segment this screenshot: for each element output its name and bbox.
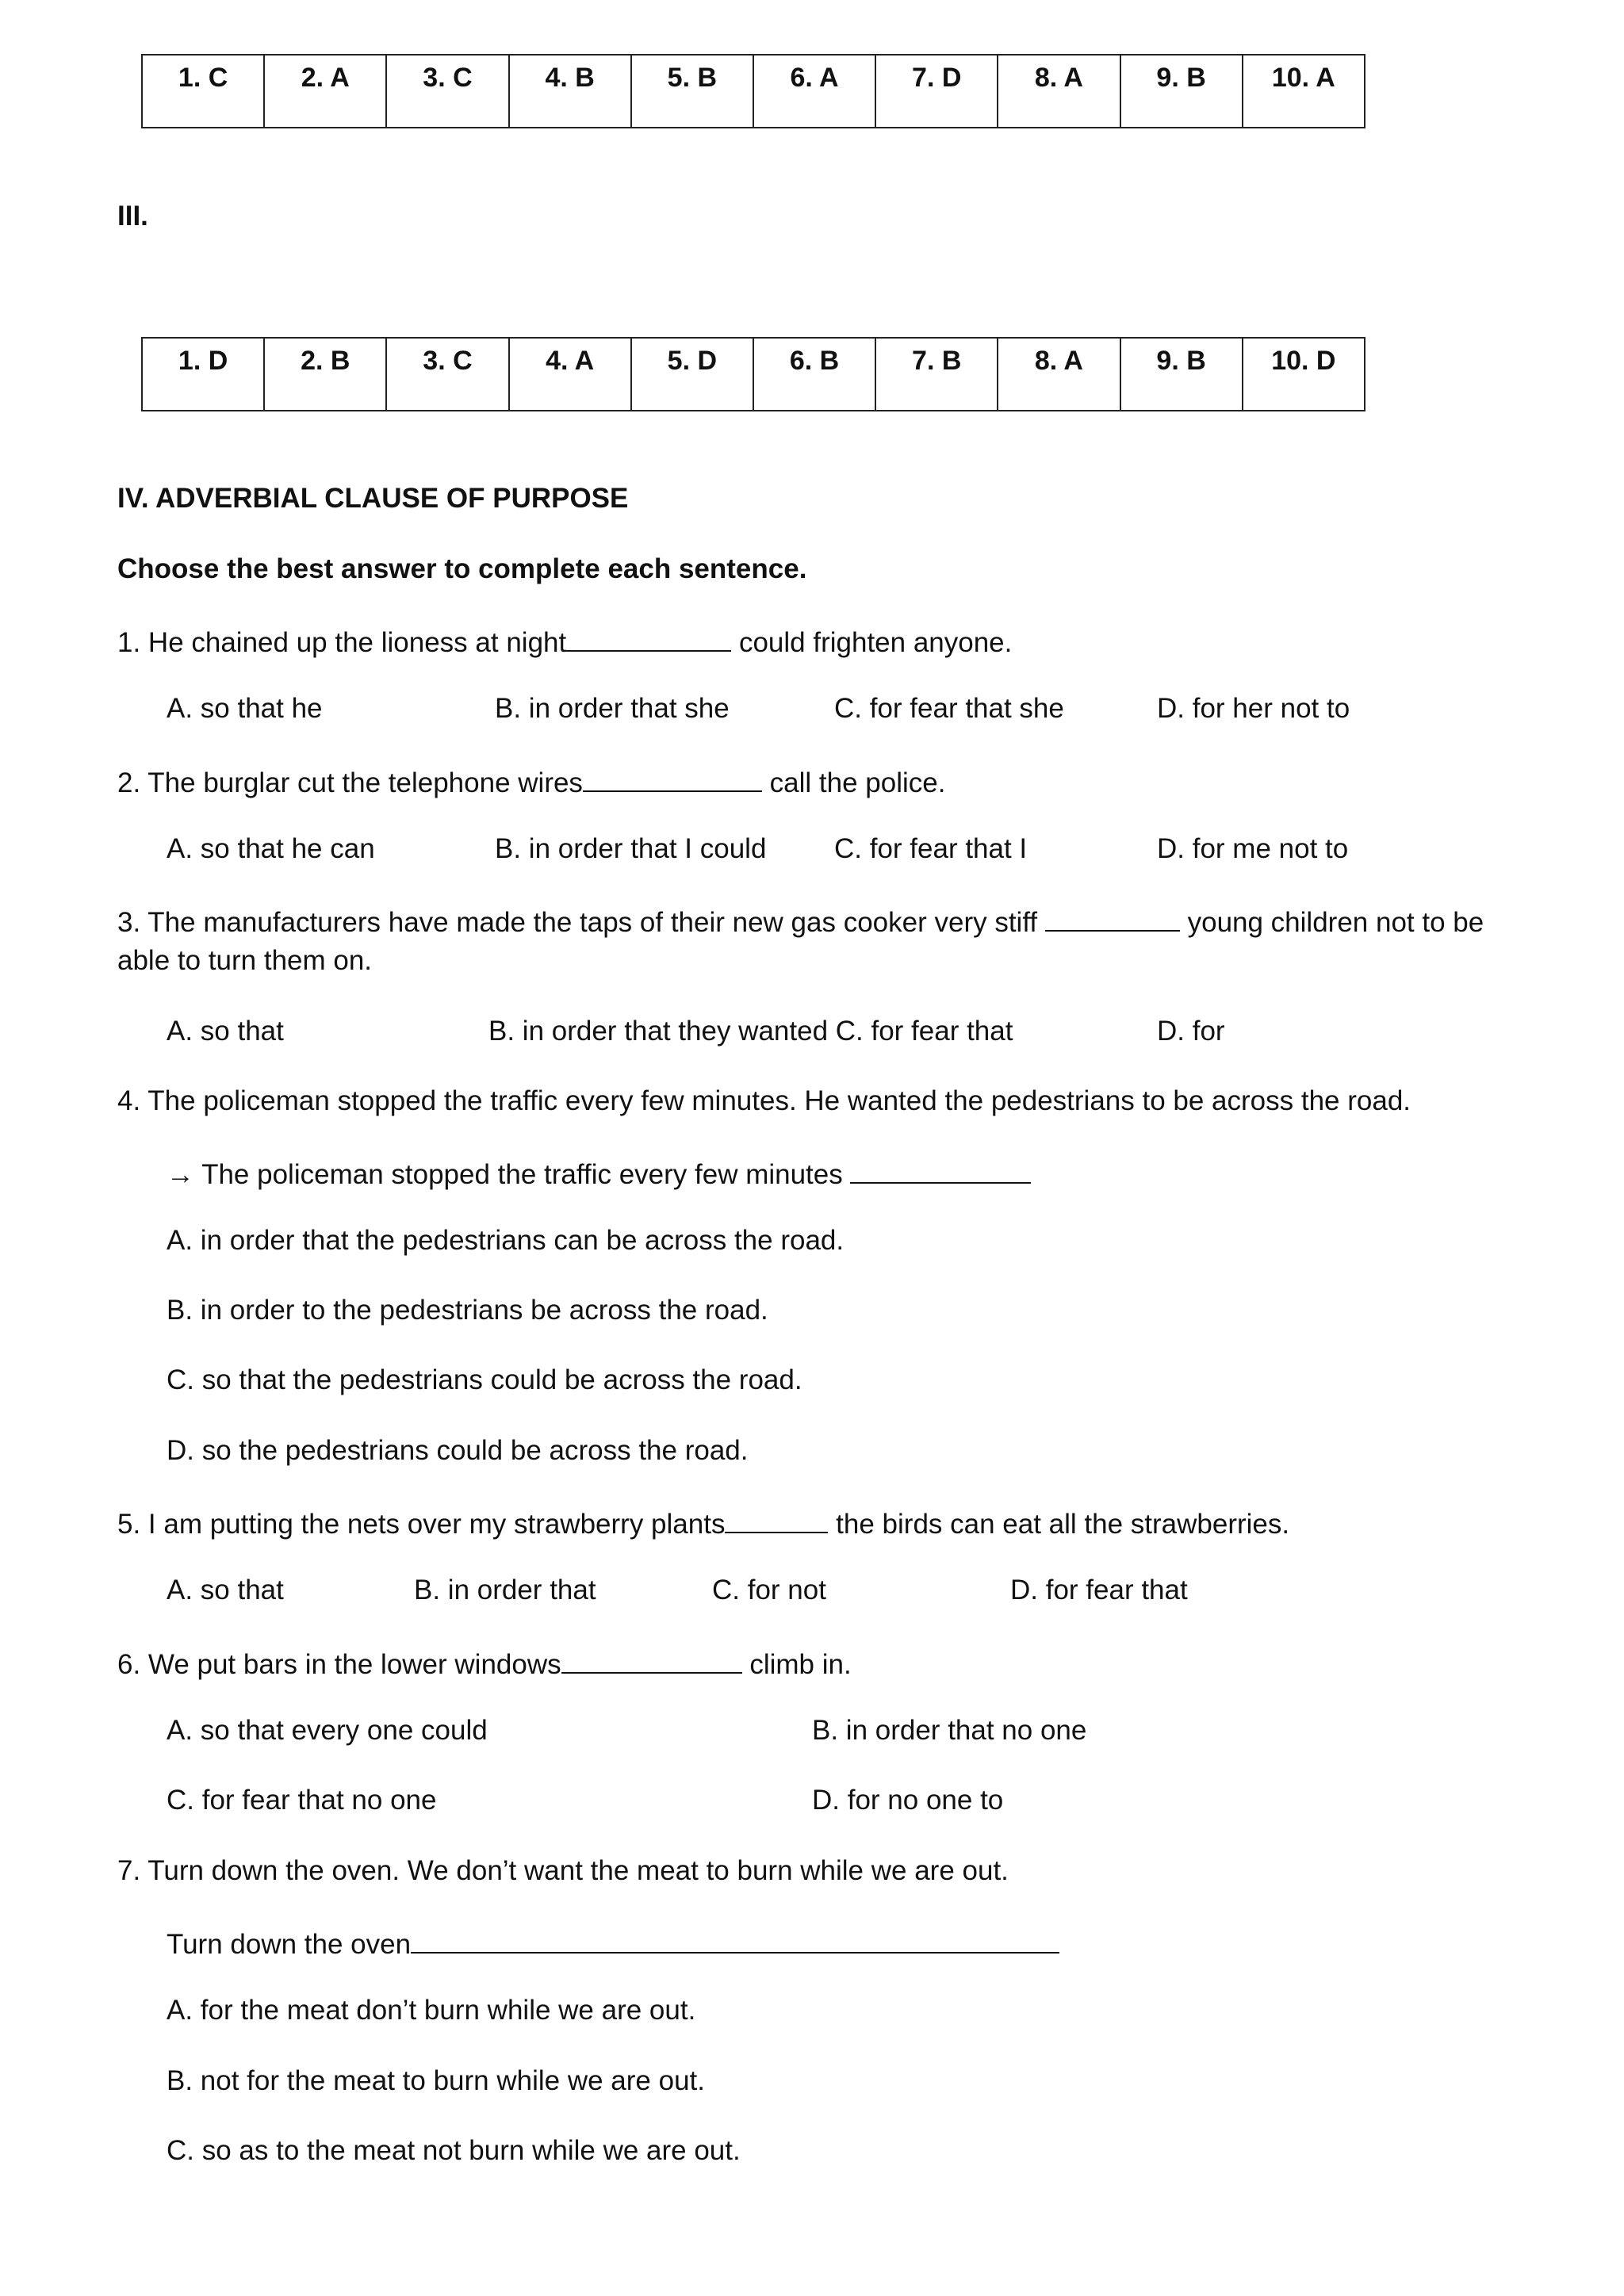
answer-cell: 4. B xyxy=(509,55,631,128)
section-heading-iv: IV. ADVERBIAL CLAUSE OF PURPOSE xyxy=(117,483,629,514)
option-b: B. in order that I could xyxy=(495,833,767,864)
answer-cell: 9. B xyxy=(1120,338,1243,411)
option-a: A. so that xyxy=(167,1016,284,1047)
question-4-rewrite xyxy=(167,1154,1031,1192)
question-stem: 1. He chained up the lioness at night xyxy=(117,627,567,658)
answer-cell: 9. B xyxy=(1120,55,1243,128)
option-a: A. in order that the pedestrians can be across the road. xyxy=(167,1225,845,1256)
option-b: B. in order that no one xyxy=(812,1715,1087,1746)
option-b: B. in order that xyxy=(414,1575,596,1605)
option-a: A. for the meat don’t burn while we are out. xyxy=(167,1995,696,2026)
option-c: C. for fear that she xyxy=(834,693,1064,724)
answer-blank xyxy=(725,1504,828,1533)
question-3 xyxy=(117,902,1484,939)
option-b-c: B. in order that they wanted C. for fear that xyxy=(488,1016,1013,1047)
answer-blank xyxy=(583,763,762,792)
question-stem-end: young children not to be xyxy=(1179,907,1484,938)
option-c: C. for not xyxy=(712,1575,826,1605)
question-stem: 3. The manufacturers have made the taps of their new gas cooker very stiff xyxy=(117,907,1045,938)
option-a: A. so that he can xyxy=(167,833,375,864)
answer-table-ii xyxy=(141,54,1365,128)
question-7-rewrite xyxy=(167,1924,1059,1961)
answer-cell: 2. A xyxy=(264,55,386,128)
answer-cell: 2. B xyxy=(264,338,386,411)
question-4: 4. The policeman stopped the traffic every few minutes. He wanted the pedestrians to be across the road. xyxy=(117,1085,1411,1116)
option-c: C. so that the pedestrians could be across the road. xyxy=(167,1364,802,1395)
answer-cell: 7. D xyxy=(875,55,998,128)
option-d: D. for her not to xyxy=(1157,693,1350,724)
question-stem: 2. The burglar cut the telephone wires xyxy=(117,767,583,798)
rewrite-stem: Turn down the oven xyxy=(167,1929,412,1960)
rewrite-stem: The policeman stopped the traffic every few minutes xyxy=(194,1159,851,1190)
answer-table-iii xyxy=(141,337,1365,411)
question-1 xyxy=(117,622,1012,660)
answer-cell: 10. D xyxy=(1243,338,1365,411)
answer-blank xyxy=(1045,902,1180,932)
option-b: B. in order to the pedestrians be across the road. xyxy=(167,1295,768,1326)
answer-blank xyxy=(411,1924,1059,1954)
answer-cell: 8. A xyxy=(998,338,1120,411)
question-stem-end: could frighten anyone. xyxy=(731,627,1013,658)
option-a: A. so that xyxy=(167,1575,284,1605)
question-5 xyxy=(117,1504,1289,1541)
answer-cell: 3. C xyxy=(386,338,508,411)
answer-cell: 1. D xyxy=(142,338,264,411)
option-b: B. in order that she xyxy=(495,693,730,724)
question-stem: 5. I am putting the nets over my strawberry plants xyxy=(117,1509,726,1540)
question-stem-end: call the police. xyxy=(761,767,946,798)
question-stem-end: the birds can eat all the strawberries. xyxy=(828,1509,1290,1540)
answer-blank xyxy=(561,1644,742,1674)
question-3-continued: able to turn them on. xyxy=(117,945,373,976)
option-d: D. so the pedestrians could be across the road. xyxy=(167,1435,749,1466)
option-c: C. for fear that no one xyxy=(167,1785,437,1816)
answer-blank xyxy=(566,622,731,652)
option-d: D. for me not to xyxy=(1157,833,1349,864)
arrow-icon: → xyxy=(167,1159,194,1190)
answer-cell: 6. B xyxy=(753,338,875,411)
option-d: D. for xyxy=(1157,1016,1225,1047)
answer-blank xyxy=(850,1154,1031,1184)
option-c: C. so as to the meat not burn while we are out. xyxy=(167,2135,741,2166)
answer-cell: 1. C xyxy=(142,55,264,128)
option-d: D. for fear that xyxy=(1010,1575,1188,1605)
section-heading-iii: III. xyxy=(117,201,148,232)
answer-cell: 10. A xyxy=(1243,55,1365,128)
answer-cell: 3. C xyxy=(386,55,508,128)
answer-cell: 8. A xyxy=(998,55,1120,128)
question-stem: 6. We put bars in the lower windows xyxy=(117,1649,561,1680)
answer-cell: 5. B xyxy=(631,55,753,128)
instruction: Choose the best answer to complete each sentence. xyxy=(117,553,807,584)
question-6 xyxy=(117,1644,852,1682)
answer-cell: 4. A xyxy=(509,338,631,411)
table-row xyxy=(142,338,1365,411)
answer-cell: 7. B xyxy=(875,338,998,411)
option-a: A. so that he xyxy=(167,693,323,724)
option-d: D. for no one to xyxy=(812,1785,1004,1816)
question-stem-end: climb in. xyxy=(741,1649,852,1680)
option-b: B. not for the meat to burn while we are out. xyxy=(167,2065,705,2096)
option-a: A. so that every one could xyxy=(167,1715,488,1746)
option-c: C. for fear that I xyxy=(834,833,1028,864)
question-7: 7. Turn down the oven. We don’t want the meat to burn while we are out. xyxy=(117,1855,1009,1886)
answer-cell: 6. A xyxy=(753,55,875,128)
question-2 xyxy=(117,763,945,800)
answer-cell: 5. D xyxy=(631,338,753,411)
table-row xyxy=(142,55,1365,128)
